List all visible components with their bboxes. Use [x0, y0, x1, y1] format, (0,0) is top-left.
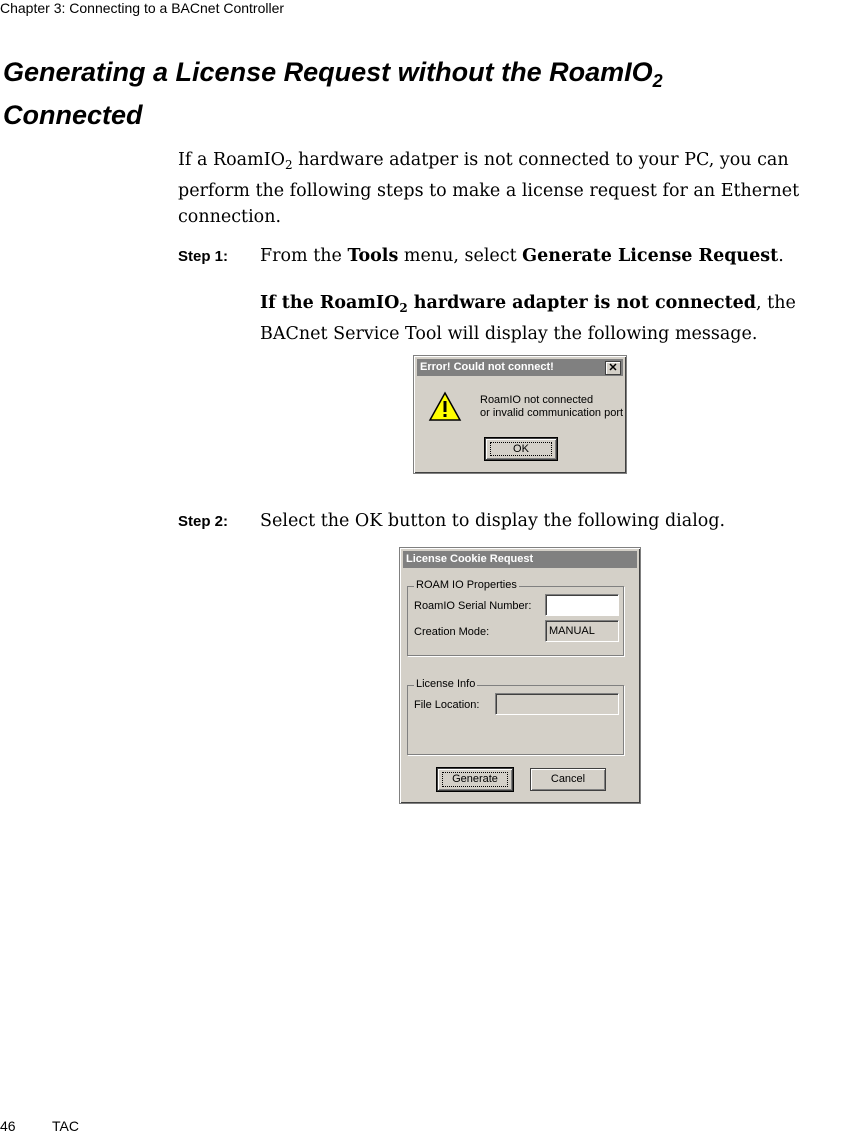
warning-icon — [428, 391, 462, 423]
license-cookie-dialog — [399, 547, 641, 804]
step-1-text — [260, 243, 850, 269]
step-1-mid: menu, select — [398, 246, 523, 266]
ok-button[interactable] — [485, 438, 557, 460]
file-location-label: File Location: — [414, 699, 480, 711]
step-1-command: Generate License Request — [522, 246, 779, 266]
section-title — [3, 55, 663, 132]
intro-subscript: 2 — [284, 158, 293, 172]
step-2-text: Select the OK button to display the following dialog. — [260, 511, 726, 531]
step-1-note-rest: , the BACnet Service Tool will display the following message. — [260, 293, 796, 344]
intro-text-2: hardware adatper is not connected to your PC, you can perform the following steps to make a license request for an Ethernet connection. — [178, 150, 800, 227]
serial-number-label: RoamIO Serial Number: — [414, 600, 532, 612]
generate-button[interactable] — [437, 768, 513, 791]
license-info-legend: License Info — [416, 678, 476, 690]
step-1-note-subscript: 2 — [399, 301, 408, 315]
close-icon[interactable]: ✕ — [605, 361, 621, 375]
error-message-line-1: RoamIO not connected — [480, 394, 594, 406]
section-title-text: Generating a License Request without the RoamIO — [3, 57, 653, 87]
cancel-button-label: Cancel — [550, 773, 586, 785]
page-number: 46 — [0, 1118, 16, 1134]
step-1-note-bold-2: hardware adapter is not connected — [407, 293, 757, 313]
creation-mode-label: Creation Mode: — [414, 626, 490, 638]
step-1-note-bold: If the RoamIO — [260, 293, 400, 313]
error-dialog-title: Error! Could not connect! — [420, 361, 554, 373]
license-dialog-title: License Cookie Request — [406, 553, 534, 565]
roamio-properties-legend: ROAM IO Properties — [416, 579, 517, 591]
footer-company: TAC — [52, 1118, 79, 1134]
step-2-label: Step 2: — [178, 513, 229, 530]
serial-number-input[interactable] — [545, 594, 619, 616]
section-title-text-2: Connected — [3, 100, 143, 130]
file-location-field — [495, 693, 619, 715]
step-1-pre: From the — [260, 246, 348, 266]
step-1-note — [260, 290, 850, 347]
cancel-button[interactable] — [530, 768, 606, 791]
intro-text: If a RoamIO — [178, 150, 285, 170]
section-title-subscript: 2 — [652, 71, 663, 91]
step-1-post: . — [778, 246, 784, 266]
running-header: Chapter 3: Connecting to a BACnet Controller — [0, 0, 285, 16]
error-dialog — [413, 355, 627, 474]
creation-mode-field: MANUAL — [545, 620, 619, 642]
license-dialog-titlebar — [403, 551, 637, 568]
error-dialog-titlebar — [417, 359, 623, 376]
ok-button-label: OK — [513, 443, 529, 455]
error-message-line-2: or invalid communication port — [480, 407, 624, 419]
intro-paragraph — [178, 147, 848, 230]
page-footer — [0, 1118, 79, 1134]
generate-button-label: Generate — [452, 773, 498, 785]
step-1-label: Step 1: — [178, 248, 229, 265]
step-1-menu: Tools — [347, 246, 399, 266]
